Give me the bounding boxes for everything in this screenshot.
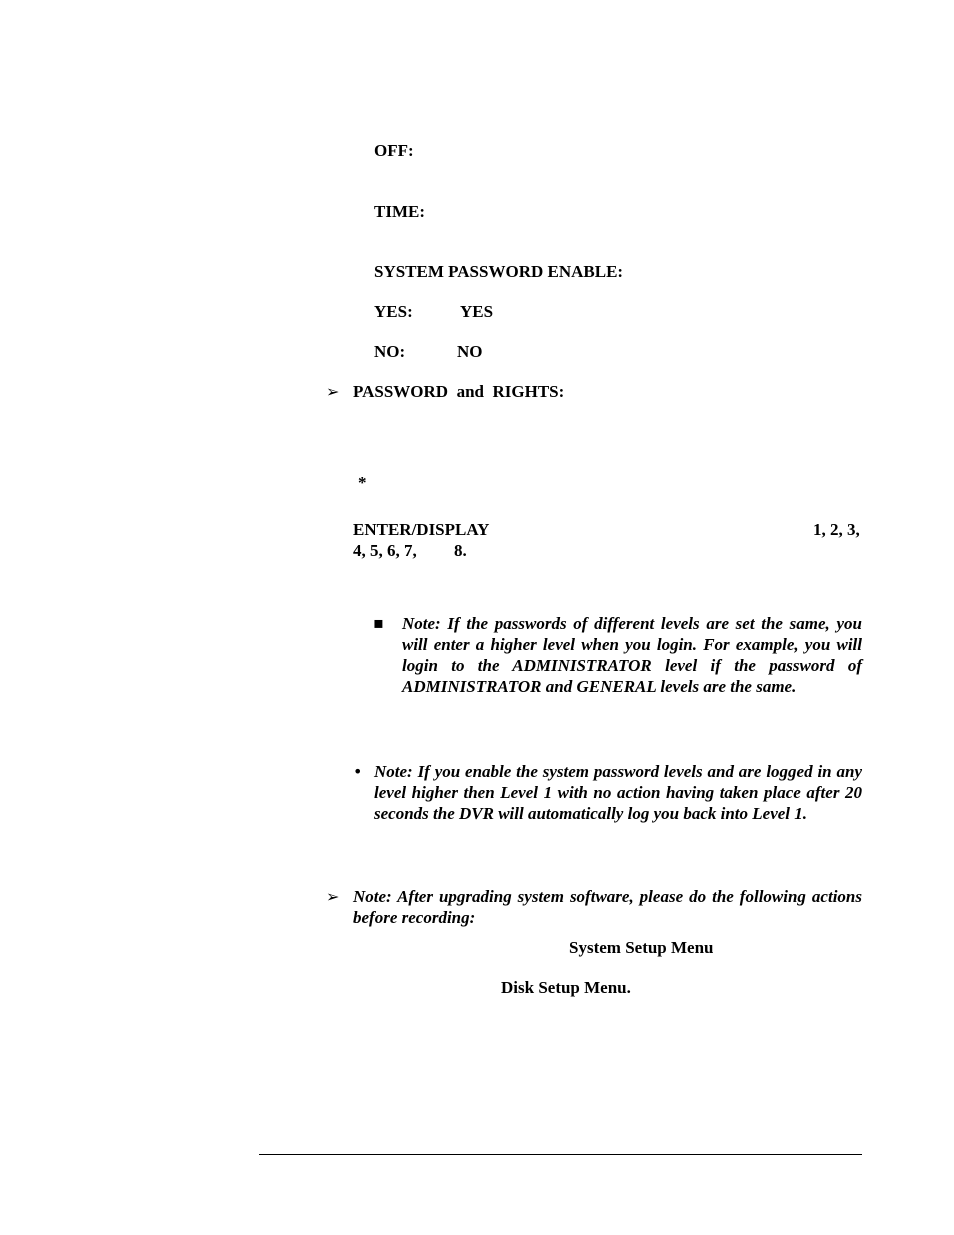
note-same-passwords: Note: If the passwords of different levels are set the same, you will enter a higher level when you login. For example, you will login to the ADMINISTRATOR level if the password of ADMINISTRATOR and GENERAL levels are the same. (402, 614, 862, 696)
enter-display-label: ENTER/DISPLAY (353, 520, 490, 539)
time-label: TIME: (374, 202, 425, 221)
levels-list-part2: 4, 5, 6, 7, (353, 541, 417, 560)
arrow-bullet-icon: ➢ (326, 887, 340, 906)
arrow-bullet-icon: ➢ (326, 382, 340, 401)
note-auto-logout: Note: If you enable the system password levels and are logged in any level higher then Level 1 with no action having taken place after 20 seconds the DVR will automatically log you back into Level 1. (374, 762, 862, 823)
footer-rule (259, 1154, 862, 1155)
round-bullet-icon: • (353, 762, 363, 781)
system-password-enable-label: SYSTEM PASSWORD ENABLE: (374, 262, 624, 281)
no-option-value: NO (457, 342, 483, 361)
password-rights-heading: PASSWORD and RIGHTS: (353, 382, 565, 401)
square-bullet-icon: ▪ (373, 613, 384, 632)
note-after-upgrade: Note: After upgrading system software, please do the following actions before recording: (353, 887, 862, 927)
yes-option-value: YES (460, 302, 494, 321)
asterisk-marker: * (358, 473, 367, 492)
levels-list-part3: 8. (454, 541, 467, 560)
system-setup-menu-ref: System Setup Menu (569, 938, 714, 957)
yes-option-label: YES: (374, 302, 413, 321)
no-option-label: NO: (374, 342, 406, 361)
disk-setup-menu-ref: Disk Setup Menu. (501, 978, 631, 997)
off-label: OFF: (374, 141, 414, 160)
levels-list-part1: 1, 2, 3, (813, 520, 860, 539)
